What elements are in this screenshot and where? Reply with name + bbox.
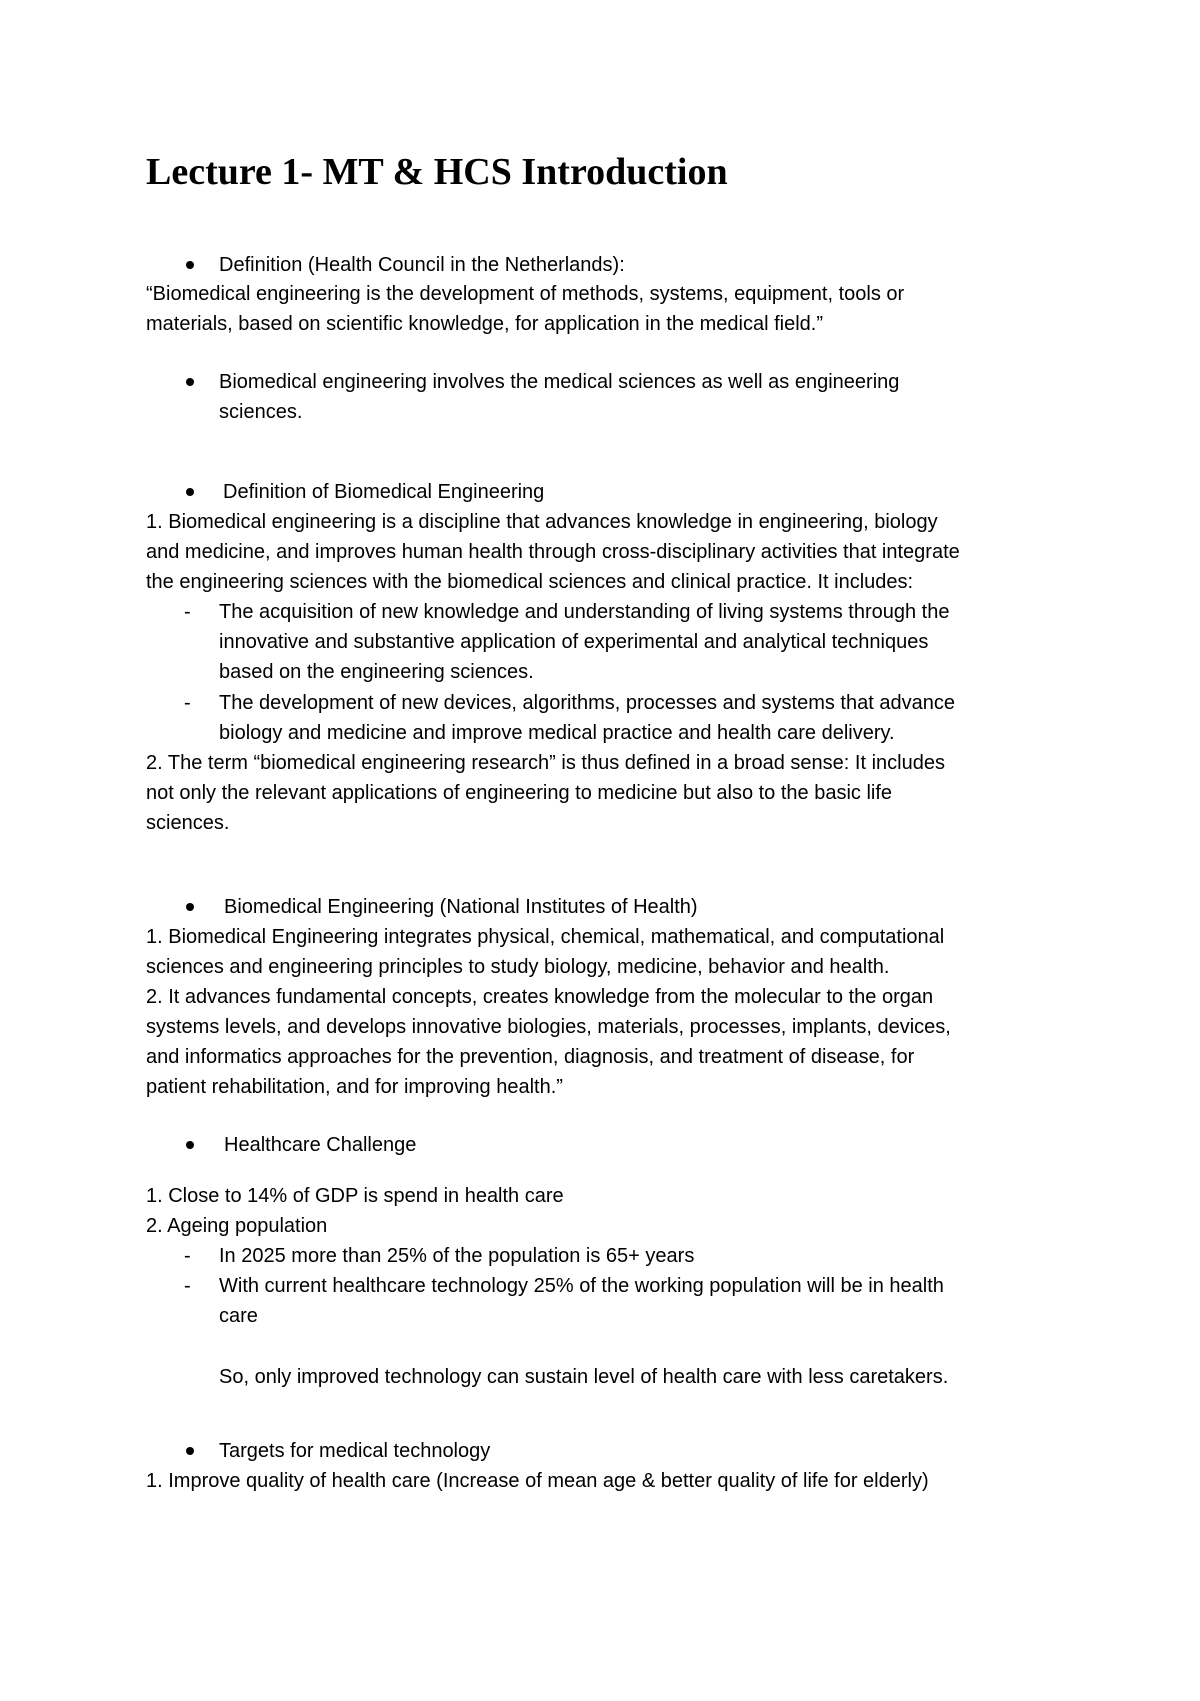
quote-line: materials, based on scientific knowledge, for application in the medical field.” [146, 313, 824, 335]
bullet-icon [186, 1141, 194, 1149]
paragraph-line: systems levels, and develops innovative biologies, materials, processes, implants, devices, [146, 1016, 951, 1038]
paragraph-line: 1. Biomedical engineering is a discipline that advances knowledge in engineering, biology [146, 511, 938, 533]
list-item-line: biology and medicine and improve medical practice and health care delivery. [219, 722, 895, 744]
paragraph-line: and medicine, and improves human health through cross-disciplinary activities that integrate [146, 541, 960, 563]
paragraph-line: the engineering sciences with the biomedical sciences and clinical practice. It includes: [146, 571, 914, 593]
bullet-icon [186, 1447, 194, 1455]
note-line: So, only improved technology can sustain level of health care with less caretakers. [219, 1366, 949, 1388]
dash-marker: - [184, 692, 191, 714]
dash-marker: - [184, 601, 191, 623]
bullet-icon [186, 903, 194, 911]
section-heading-nih: Biomedical Engineering (National Institutes of Health) [224, 896, 698, 918]
list-item-line: based on the engineering sciences. [219, 661, 534, 683]
section-heading-targets: Targets for medical technology [219, 1440, 491, 1462]
list-item-line: The development of new devices, algorithms, processes and systems that advance [219, 692, 955, 714]
paragraph-line: sciences. [146, 812, 230, 834]
paragraph-line: 2. Ageing population [146, 1215, 328, 1237]
list-item-line: In 2025 more than 25% of the population is 65+ years [219, 1245, 695, 1267]
page-title: Lecture 1- MT & HCS Introduction [146, 151, 728, 193]
paragraph-line: 2. It advances fundamental concepts, creates knowledge from the molecular to the organ [146, 986, 934, 1008]
paragraph-line: 2. The term “biomedical engineering research” is thus defined in a broad sense: It includes [146, 752, 945, 774]
list-item-line: innovative and substantive application of experimental and analytical techniques [219, 631, 929, 653]
paragraph-line: patient rehabilitation, and for improving health.” [146, 1076, 563, 1098]
section-heading-healthcare-challenge: Healthcare Challenge [224, 1134, 417, 1156]
paragraph-line: 1. Close to 14% of GDP is spend in health care [146, 1185, 564, 1207]
paragraph-line: Biomedical engineering involves the medical sciences as well as engineering [219, 371, 900, 393]
dash-marker: - [184, 1275, 191, 1297]
list-item-line: The acquisition of new knowledge and understanding of living systems through the [219, 601, 950, 623]
bullet-icon [186, 488, 194, 496]
bullet-icon [186, 378, 194, 386]
bullet-icon [186, 261, 194, 269]
section-heading-definition-bme: Definition of Biomedical Engineering [223, 481, 545, 503]
dash-marker: - [184, 1245, 191, 1267]
section-heading-definition-health-council: Definition (Health Council in the Netherlands): [219, 254, 625, 276]
quote-line: “Biomedical engineering is the development of methods, systems, equipment, tools or [146, 283, 905, 305]
paragraph-line: 1. Improve quality of health care (Increase of mean age & better quality of life for elderly) [146, 1470, 929, 1492]
paragraph-line: sciences and engineering principles to study biology, medicine, behavior and health. [146, 956, 890, 978]
paragraph-line: and informatics approaches for the prevention, diagnosis, and treatment of disease, for [146, 1046, 915, 1068]
paragraph-line: 1. Biomedical Engineering integrates physical, chemical, mathematical, and computational [146, 926, 945, 948]
paragraph-line: sciences. [219, 401, 303, 423]
list-item-line: care [219, 1305, 258, 1327]
list-item-line: With current healthcare technology 25% of the working population will be in health [219, 1275, 944, 1297]
paragraph-line: not only the relevant applications of engineering to medicine but also to the basic life [146, 782, 893, 804]
